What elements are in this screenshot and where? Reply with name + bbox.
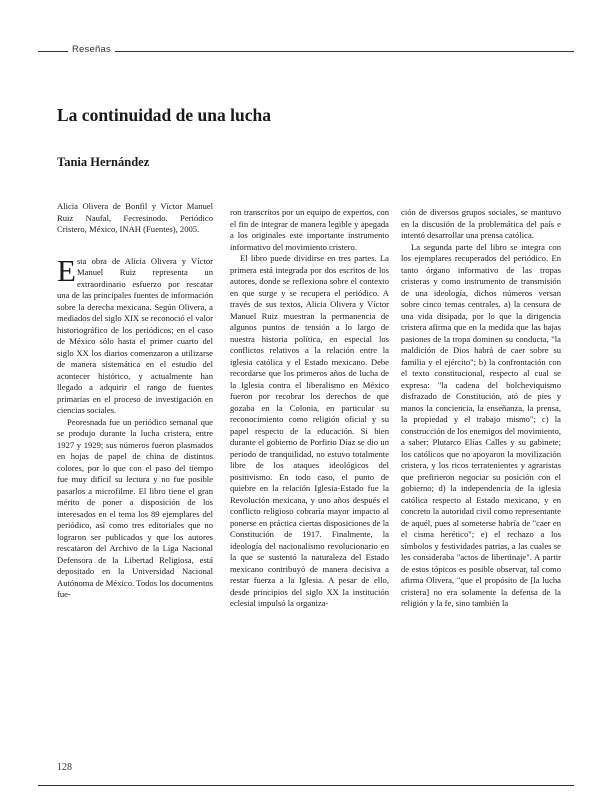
footer-rule [38, 785, 574, 786]
header-rule-right [115, 51, 574, 52]
article-title: La continuidad de una lucha [57, 105, 271, 125]
book-reference: Alicia Olivera de Bonfil y Víctor Manuel Ruiz Naufal, Fecresinodo. Periódico Cristero, México, INAH (Fuentes), 2005. [57, 201, 213, 234]
column-3 [401, 207, 561, 610]
page-number: 128 [57, 762, 72, 773]
column-1 [57, 201, 213, 601]
section-label: Reseñas [72, 44, 111, 55]
body-paragraph: ción de diversos grupos sociales, se mantuvo en la discusión de la problemática del país e intentó desarrollar una prensa católica. [401, 207, 561, 240]
header-rule-left [38, 51, 68, 52]
body-paragraph: El libro puede dividirse en tres partes. La primera está integrada por dos escritos de los autores, donde se reflexiona sobre el contexto en que surge y se recupera el periódico. A través de sus textos, Alicia Olivera y Víctor Manuel Ruiz muestran la permanencia de algunos puntos de tensión a lo largo de nuestra historia política, en especial los conflictos relativos a la relación entre la iglesia católica y el Estado mexicano. Debe recordarse que los primeros años de lucha de la Iglesia contra el liberalismo en México fueron por recobrar los derechos de que gozaba en la Colonia, en particular su reconocimiento como religión oficial y su papel respecto de la educación. Si bien durante el gobierno de Porfirio Díaz se dio un periodo de tranquilidad, no estuvo totalmente libre de los ataques ideológicos del positivismo. En todo caso, el punto de quiebre en la relación Iglesia-Estado fue la Revolución mexicana, y uno años después el conflicto religioso cobraría mayor impacto al ponerse en práctica ciertas disposiciones de la Constitución de 1917. Finalmente, la ideología del nacionalismo revolucionario en la que se sustentó la naturaleza del Estado mexicano contribuyó de manera decisiva a restar fuerza a la Iglesia. A pesar de ello, desde principios del siglo XX la institución eclesial impulsó la organiza- [230, 253, 389, 608]
body-paragraph: ron transcritos por un equipo de expertos, con el fin de integrar de manera legible y apegada a los originales este importante instrumento informativo del movimiento cristero. [230, 207, 389, 252]
body-paragraph: La segunda parte del libro se integra con los ejemplares recuperados del periódico. En tanto órgano informativo de las tropas cristeras y como instrumento de transmisión de una ideología, dichos números versan sobre cinco temas centrales. a) la censura de una vida disipada, por lo que la dirigencia cristera afirma que en la medida que las bajas pasiones de la tropa dominen su conducta, "la maldición de Dios habrá de caer sobre su familia y el ejército"; b) la confrontación con el texto constitucional, respecto al cual se expresa: "la cadena del bolcheviquismo disfrazado de Constitución, ató de pies y manos la conciencia, la enseñanza, la prensa, la propiedad y el trabajo mismo"; c) la construcción de los enemigos del movimiento, a saber: Plutarco Elías Calles y su gabinete; los católicos que no apoyaron la movilización cristera, y los ricos terratenientes y agraristas que prefirieron negociar su posición con el gobierno; d) la independencia de la iglesia católica respecto al Estado mexicano, y en concreto la autoridad civil como representante de aquél, pues al someterse habría de "caer en el cisma herético"; e) el rechazo a los símbolos y festividades patrias, a las cuales se les consideraba "actos de libertinaje". A partir de estos tópicos es posible observar, tal como afirma Olivera, "que el propósito de [la lucha cristera] no era solamente la defensa de la religión y la fe, sino también la [401, 241, 561, 608]
paragraph-text: sta obra de Alicia Olivera y Víctor Manuel Ruiz representa un extraordinario esfuerzo por rescatar una de las principales fuentes de información sobre la derecha mexicana. Según Olivera, a mediados del siglo XIX se reconoció el valor historiográfico de los periódicos; en el caso de México sólo hasta el primer cuarto del siglo XX los diarios comenzaron a utilizarse de manera sistemática en el estudio del acontecer histórico, y actualmente han llegado a adquirir el rango de fuentes primarias en el proceso de investigación en ciencias sociales. [57, 255, 213, 415]
column-2 [230, 207, 389, 610]
article-author: Tania Hernández [57, 155, 150, 169]
body-paragraph: Peoresnada fue un periódico semanal que se produjo durante la lucha cristera, entre 1927 y 1929; sus números fueron plasmados en hojas de papel de china de distintos colores, por lo que con el paso del tiempo fue muy difícil su lectura y no fue posible pasarlos a microfilme. El libro tiene el gran mérito de poner a disposición de los interesados en el tema los 89 ejemplares del periódico, así como tres editoriales que no lograron ser publicados y que los autores rescataron del Archivo de la Liga Nacional Defensora de la Libertad Religiosa, está depositado en la Universidad Nacional Autónoma de México. Todos los documentos fue- [57, 416, 213, 599]
body-paragraph [57, 252, 213, 417]
drop-cap: E [57, 252, 76, 288]
